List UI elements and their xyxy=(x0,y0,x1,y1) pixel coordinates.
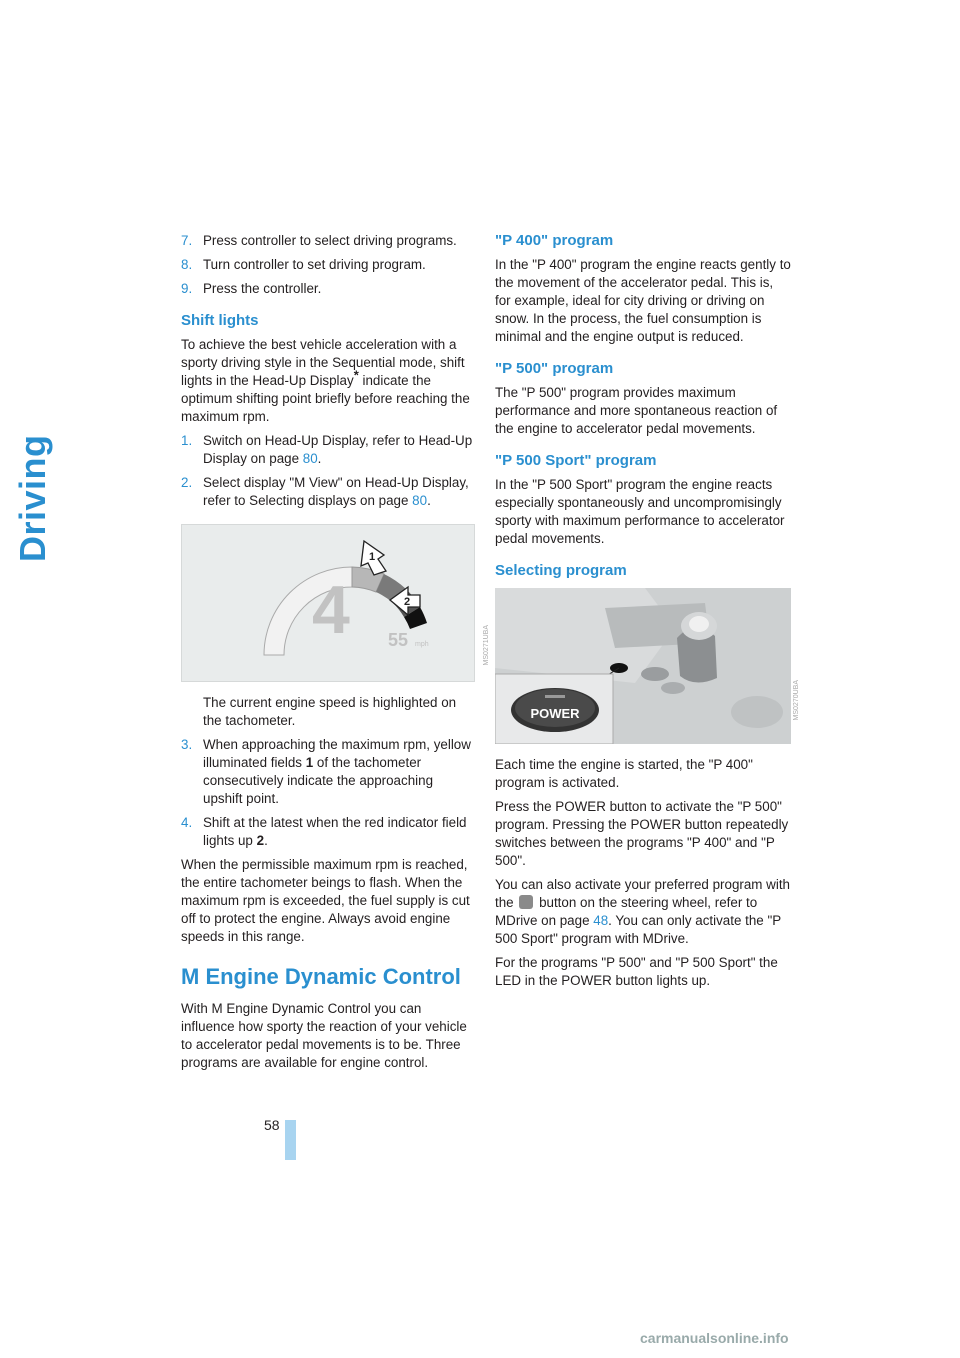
heading-p500-sport: "P 500 Sport" program xyxy=(495,452,657,469)
list-item: 8. Turn controller to set driving program. xyxy=(181,257,426,272)
paragraph: You can also activate your preferred program with the button on the steering wheel, refer to MDrive on page 48. You can only activate the "P 500 Sport" program with MDrive. xyxy=(495,877,790,946)
list-item: 2. Select display "M View" on Head-Up Display, refer to Selecting displays on page 80. xyxy=(181,475,469,508)
mdrive-button-icon xyxy=(519,895,533,909)
list-item: 7. Press controller to select driving programs. xyxy=(181,233,457,248)
heading-m-engine-dynamic-control: M Engine Dynamic Control xyxy=(181,964,461,989)
page-number: 58 xyxy=(264,1117,280,1133)
watermark: carmanualsonline.info xyxy=(640,1330,789,1346)
heading-selecting-program: Selecting program xyxy=(495,562,627,579)
power-button-label: POWER xyxy=(530,706,580,721)
left-column xyxy=(181,232,490,1078)
list-item: 1. Switch on Head-Up Display, refer to Head-Up Display on page 80. xyxy=(181,433,473,466)
gear-indicator: 4 xyxy=(312,572,350,648)
page-link[interactable]: 80 xyxy=(412,493,428,508)
paragraph: For the programs "P 500" and "P 500 Sport" the LED in the POWER button lights up. xyxy=(495,955,778,988)
heading-p400: "P 400" program xyxy=(495,232,614,249)
list-item: 9. Press the controller. xyxy=(181,281,322,296)
tachometer-figure xyxy=(181,524,490,682)
console-illustration xyxy=(495,588,791,744)
power-button-figure xyxy=(495,588,791,744)
figure-code: MS0271UBA xyxy=(483,625,490,666)
shift-intro: To achieve the best vehicle acceleration with a sporty driving style in the Sequential mode, shift lights in the Head-Up Display* indicate the optimum shifting point briefly before reaching the maximum rpm. xyxy=(181,337,470,424)
paragraph: With M Engine Dynamic Control you can influence how sporty the reaction of your vehicle to accelerator pedal movements is to be. Three programs are available for engine control. xyxy=(181,1001,467,1070)
paragraph: When the permissible maximum rpm is reached, the entire tachometer beings to flash. When the maximum rpm is exceeded, the fuel supply is cut off to protect the engine. Always avoid engine speeds in this range. xyxy=(181,857,470,944)
page-marker-bar xyxy=(285,1120,296,1160)
speed-readout: 55 xyxy=(388,630,409,650)
paragraph: In the "P 400" program the engine reacts gently to the movement of the accelerator pedal. This is, for example, ideal for city driving or driving on snow. In the process, the fuel consumption is minimal and the engine output is reduced. xyxy=(495,257,791,344)
list-item: 3. When approaching the maximum rpm, yellow illuminated fields 1 of the tachometer consecutively indicate the approaching upshift point. xyxy=(181,737,471,806)
callout-2: 2 xyxy=(404,596,411,608)
right-column xyxy=(495,232,791,996)
paragraph: Each time the engine is started, the "P 400" program is activated. xyxy=(495,757,753,790)
tachometer-illustration xyxy=(182,525,474,681)
figure-code: MS0270UBA xyxy=(793,680,800,721)
page-link[interactable]: 48 xyxy=(593,913,609,928)
list-item: 4. Shift at the latest when the red indicator field lights up 2. xyxy=(181,815,467,848)
callout-1: 1 xyxy=(369,551,376,563)
paragraph: The current engine speed is highlighted on the tachometer. xyxy=(203,695,457,728)
section-tab xyxy=(12,232,54,562)
section-title: Driving xyxy=(12,434,53,562)
page-link[interactable]: 80 xyxy=(302,451,318,466)
paragraph: In the "P 500 Sport" program the engine reacts especially spontaneously and uncompromisingly sporty with maximum performance to accelerator pedal movements. xyxy=(495,477,785,546)
heading-shift-lights: Shift lights xyxy=(181,312,259,329)
paragraph: Press the POWER button to activate the "P 500" program. Pressing the POWER button repeatedly switches between the programs "P 400" and "P 500". xyxy=(495,799,789,868)
speed-unit: mph xyxy=(415,641,429,648)
heading-p500: "P 500" program xyxy=(495,360,614,377)
paragraph: The "P 500" program provides maximum performance and more spontaneous reaction of the engine to accelerator pedal movements. xyxy=(495,385,778,436)
